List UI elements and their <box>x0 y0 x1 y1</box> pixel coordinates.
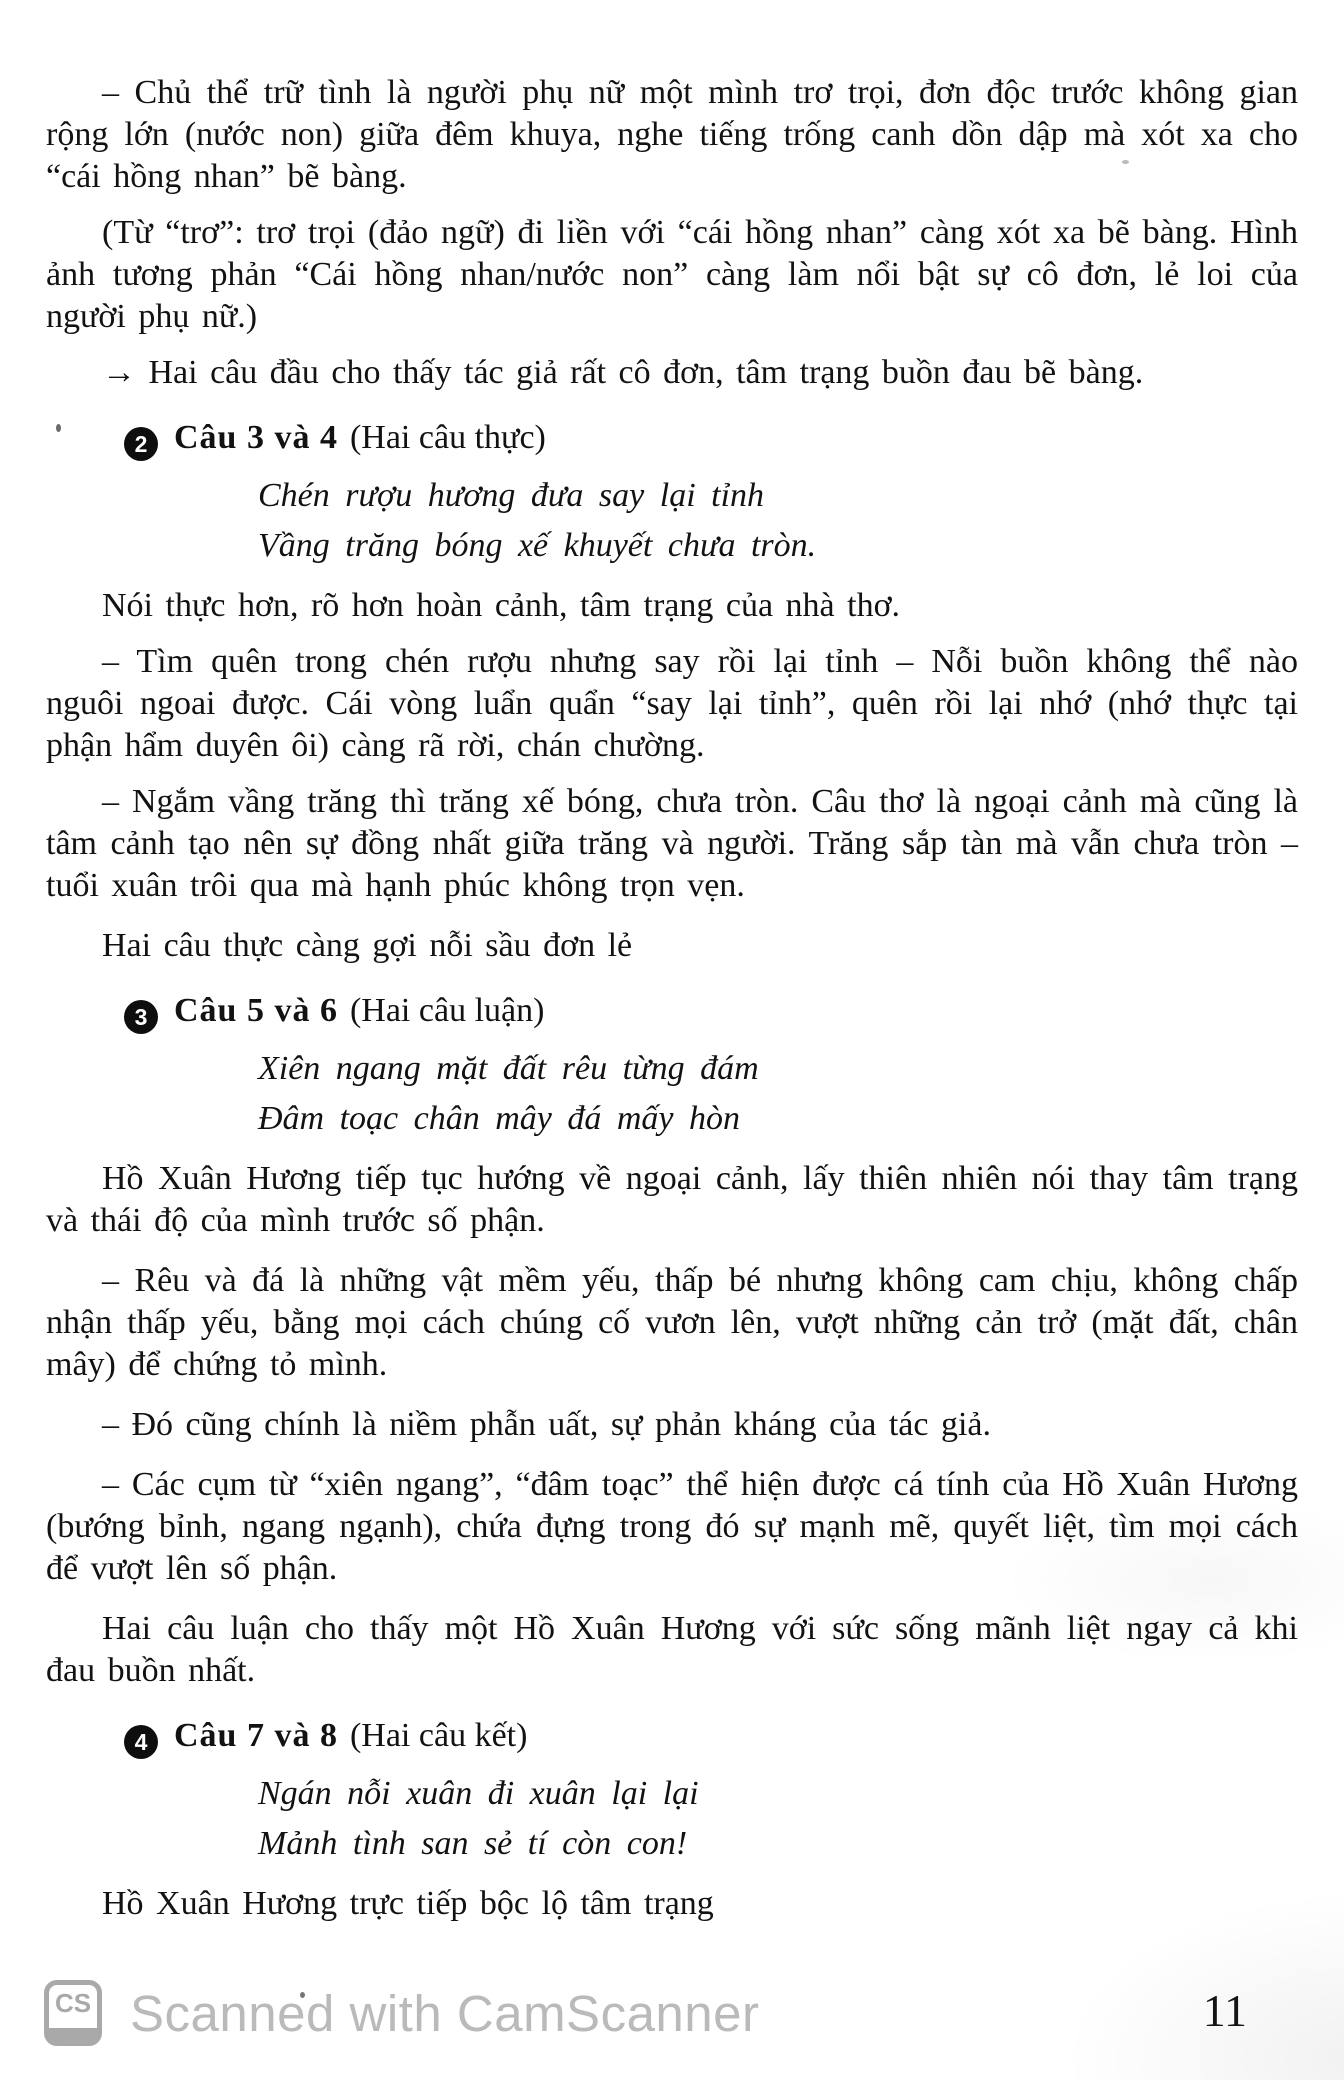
scanned-with-camscanner-label: Scanned with CamScanner <box>130 1984 760 2042</box>
paragraph-hai-cau-thuc: Hai câu thực càng gợi nỗi sầu đơn lẻ <box>102 927 633 964</box>
paragraph-noi-thuc-hon: Nói thực hơn, rõ hơn hoàn cảnh, tâm trạng của nhà thơ. <box>102 587 901 624</box>
paragraph-tim-quen: – Tìm quên trong chén rượu nhưng say rồi lại tỉnh – Nỗi buồn không thể nào nguôi ngoai được. Cái vòng luẩn quẩn “say lại tỉnh”, quên rồi lại nhớ (nhớ thực tại phận hẩm duyên ôi) càng rã rời, chán chường. <box>46 643 1298 764</box>
camscanner-logo-letters: CS <box>54 1988 92 2018</box>
scan-artifact-speck <box>1122 160 1129 164</box>
poem-couplet-ket <box>258 1769 1298 1869</box>
heading-title: Câu 3 và 4 <box>174 419 338 456</box>
paragraph-tro-note: (Từ “trơ”: trơ trọi (đảo ngữ) đi liền với “cái hồng nhan” càng xót xa bẽ bàng. Hình ảnh tương phản “Cái hồng nhan/nước non” càng làm nổi bật sự cô đơn, lẻ loi của người phụ nữ.) <box>46 214 1298 335</box>
poem-line: Vầng trăng bóng xế khuyết chưa tròn. <box>258 527 817 564</box>
circled-number-3-icon: 3 <box>124 1000 158 1034</box>
poem-couplet-luan <box>258 1044 1298 1144</box>
heading-title: Câu 7 và 8 <box>174 1717 338 1754</box>
heading-subtitle: (Hai câu kết) <box>349 1717 528 1754</box>
paragraph-arrow-conclusion: → Hai câu đầu cho thấy tác giả rất cô đơn, tâm trạng buồn đau bẽ bàng. <box>102 354 1144 391</box>
page-number: 11 <box>1202 1985 1247 2036</box>
camscanner-logo-base <box>47 2028 99 2043</box>
heading-cau-5-6 <box>124 989 1298 1034</box>
scan-artifact-speck <box>56 424 61 432</box>
heading-cau-7-8 <box>124 1714 1298 1759</box>
poem-line: Ngán nỗi xuân đi xuân lại lại <box>258 1775 699 1812</box>
heading-subtitle: (Hai câu thực) <box>349 419 546 456</box>
poem-line: Chén rượu hương đưa say lại tỉnh <box>258 477 765 514</box>
heading-cau-3-4 <box>124 416 1298 461</box>
camscanner-watermark <box>44 1980 760 2046</box>
poem-couplet-thuc <box>258 471 1298 571</box>
poem-line: Mảnh tình san sẻ tí còn con! <box>258 1825 688 1862</box>
paragraph-boc-lo-tam-trang: Hồ Xuân Hương trực tiếp bộc lộ tâm trạng <box>102 1885 714 1922</box>
paragraph-phan-uat: – Đó cũng chính là niềm phẫn uất, sự phản kháng của tác giả. <box>102 1406 992 1443</box>
poem-line: Xiên ngang mặt đất rêu từng đám <box>258 1050 759 1087</box>
circled-number-4-icon: 4 <box>124 1725 158 1759</box>
heading-subtitle: (Hai câu luận) <box>349 992 545 1029</box>
paragraph-hai-cau-luan: Hai câu luận cho thấy một Hồ Xuân Hương với sức sống mãnh liệt ngay cả khi đau buồn nhất. <box>46 1610 1298 1689</box>
poem-line: Đâm toạc chân mây đá mấy hòn <box>258 1100 741 1137</box>
paragraph-ngam-vang-trang: – Ngắm vầng trăng thì trăng xế bóng, chưa tròn. Câu thơ là ngoại cảnh mà cũng là tâm cảnh tạo nên sự đồng nhất giữa trăng và người. Trăng sắp tàn mà vẫn chưa tròn – tuổi xuân trôi qua mà hạnh phúc không trọn vẹn. <box>46 783 1298 904</box>
circled-number-2-icon: 2 <box>124 427 158 461</box>
paragraph-reu-va-da: – Rêu và đá là những vật mềm yếu, thấp bé nhưng không cam chịu, không chấp nhận thấp yếu, bằng mọi cách chúng cố vươn lên, vượt những cản trở (mặt đất, chân mây) để chứng tỏ mình. <box>46 1262 1298 1383</box>
paragraph-hxh-ngoai-canh: Hồ Xuân Hương tiếp tục hướng về ngoại cảnh, lấy thiên nhiên nói thay tâm trạng và thái độ của mình trước số phận. <box>46 1160 1298 1239</box>
paragraph-cac-cum-tu: – Các cụm từ “xiên ngang”, “đâm toạc” thể hiện được cá tính của Hồ Xuân Hương (bướng bỉnh, ngang ngạnh), chứa đựng trong đó sự mạnh mẽ, quyết liệt, tìm mọi cách để vượt lên số phận. <box>46 1466 1298 1587</box>
camscanner-logo-icon <box>44 1980 102 2046</box>
paragraph-lyric-subject: – Chủ thể trữ tình là người phụ nữ một mình trơ trọi, đơn độc trước không gian rộng lớn (nước non) giữa đêm khuya, nghe tiếng trống canh dồn dập mà xót xa cho “cái hồng nhan” bẽ bàng. <box>46 74 1298 195</box>
heading-title: Câu 5 và 6 <box>174 992 338 1029</box>
